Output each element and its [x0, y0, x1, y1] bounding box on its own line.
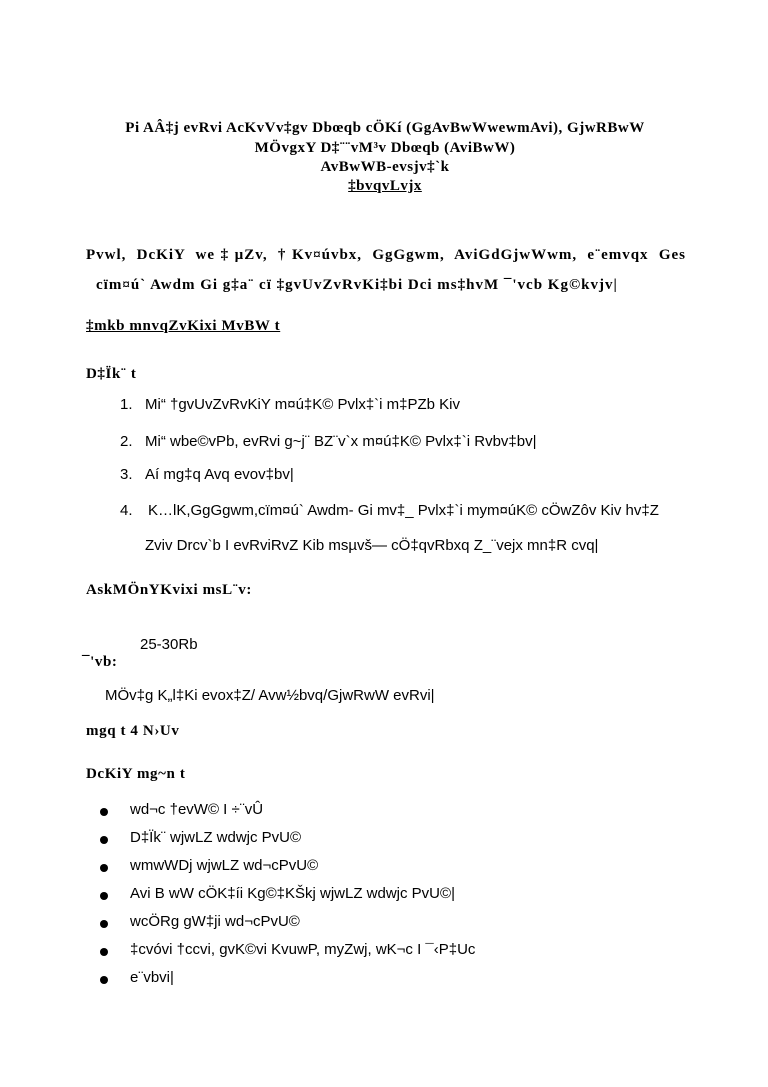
objective-number-3: 3. — [120, 466, 133, 483]
material-item-7: e¨vbvi| — [130, 969, 174, 986]
material-item-1: wd¬c †evW© I ÷¨vÛ — [130, 801, 264, 818]
venue-value: MÖv‡g K„l‡Ki evox‡Z/ Avw½bvq/GjwRwW evRvi| — [105, 687, 435, 704]
venue-heading: ¯'vb: — [82, 654, 118, 670]
objective-text-1: Mi“ †gvUvZvRvKiY m¤ú‡K© Pvlx‡`i m‡PZb Kiv — [145, 396, 461, 413]
objective-text-4: K…lK,GgGgwm,cïm¤ú` Awdm- Gi mv‡_ Pvlx‡`i mym¤úK© cÖwZôv Kiv hv‡Z — [148, 502, 659, 519]
bullet-icon — [100, 976, 108, 984]
bullet-icon — [100, 808, 108, 816]
intro-line-2: cïm¤ú` Awdm Gi g‡a¨ cï ‡gvUvZvRvKi‡bi Dci ms‡hvM ¯'vcb Kg©kvjv| — [96, 277, 618, 293]
material-item-5: wcÖRg gW‡ji wd¬cPvU© — [130, 913, 300, 930]
objective-text-2: Mi“ wbe©vPb, evRvi g~j¨ BZ¨v`x m¤ú‡K© Pvlx‡`i Rvbv‡bv| — [145, 433, 537, 450]
material-item-6: ‡cvóvi †ccvi, gvK©vi KvuwP, myZwj, wK¬c I ¯‹P‡Uc — [130, 941, 476, 958]
material-item-4: Avi B wW cÖK‡íi Kg©‡KŠkj wjwLZ wdwjc PvU©| — [130, 885, 455, 902]
bullet-icon — [100, 836, 108, 844]
objective-text-3: Aí mg‡q Avq evov‡bv| — [145, 466, 294, 483]
header-line-4: ‡bvqvLvjx — [348, 178, 422, 194]
material-item-2: D‡Ïk¨ wjwLZ wdwjc PvU© — [130, 829, 302, 846]
time-heading: mgq t 4 N›Uv — [86, 723, 180, 739]
bullet-icon — [100, 864, 108, 872]
objective-number-2: 2. — [120, 433, 133, 450]
participants-heading: AskMÖnYKvixi msL¨v: — [86, 582, 252, 598]
materials-heading: DcKiY mg~n t — [86, 766, 186, 782]
objective-number-1: 1. — [120, 396, 133, 413]
material-item-3: wmwWDj wjwLZ wd¬cPvU© — [130, 857, 319, 874]
bullet-icon — [100, 948, 108, 956]
bullet-icon — [100, 920, 108, 928]
objective-number-4: 4. — [120, 502, 133, 519]
intro-paragraph — [86, 240, 686, 300]
participants-value: 25-30Rb — [140, 636, 198, 653]
intro-line-1: Pvwl, DcKiY we‡µZv, †Kv¤úvbx, GgGgwm, AviGdGjwWwm, e¨emvqx Ges — [86, 247, 686, 263]
header-line-2: MÖvgxY D‡¨¨vM³v Dbœqb (AviBwW) — [254, 140, 516, 156]
header-line-1: Pi AÂ‡j evRvi AcKvVv‡gv Dbœqb cÖKí (GgAvBwWwewmAvi), GjwRBwW — [125, 120, 645, 136]
objective-text-4-continued: Zviv Drcv`b I evRviRvZ Kib msµvš— cÖ‡qvRbxq Z_¨vejx mn‡R cvq| — [145, 537, 599, 554]
schedule-heading: ‡mkb mnvqZvKixi MvBW t — [86, 318, 281, 334]
header-line-3: AvBwWB-evsjv‡`k — [320, 159, 450, 175]
objective-heading: D‡Ïk¨ t — [86, 366, 137, 382]
bullet-icon — [100, 892, 108, 900]
